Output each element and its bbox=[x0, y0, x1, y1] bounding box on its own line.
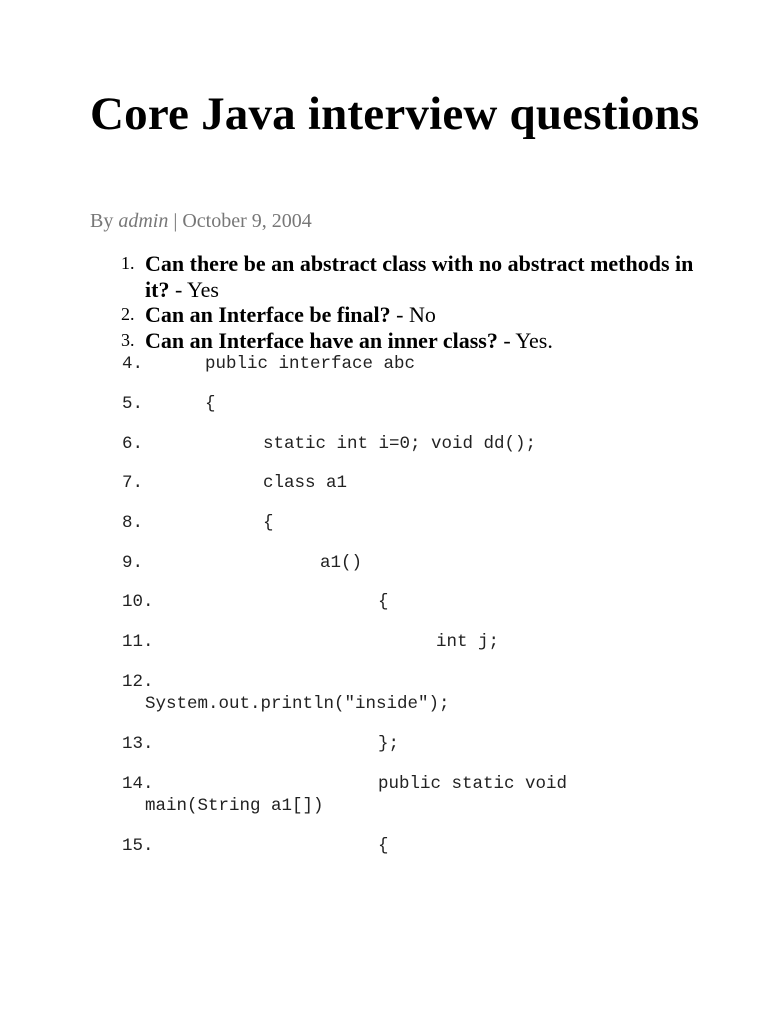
item-number: 2. bbox=[121, 304, 135, 324]
line-number: 8. bbox=[122, 513, 144, 533]
code-text: System.out.println("inside"); bbox=[145, 694, 450, 714]
line-number: 10. bbox=[122, 592, 154, 612]
author-link[interactable]: admin bbox=[118, 210, 169, 232]
line-number: 6. bbox=[122, 434, 144, 454]
code-text: class a1 bbox=[263, 473, 348, 493]
line-number: 7. bbox=[122, 473, 144, 493]
list-item bbox=[0, 328, 700, 354]
answer-text: - Yes. bbox=[503, 327, 553, 353]
code-continuation: main(String a1[]) bbox=[145, 796, 324, 816]
answer-text: - Yes bbox=[174, 276, 219, 302]
byline bbox=[90, 208, 312, 234]
code-text: { bbox=[378, 836, 389, 856]
byline-prefix: By bbox=[90, 210, 114, 232]
code-text: public interface abc bbox=[205, 354, 416, 374]
line-number: 5. bbox=[122, 394, 144, 414]
code-text: { bbox=[263, 513, 274, 533]
item-number: 1. bbox=[121, 253, 135, 273]
post-date: October 9, 2004 bbox=[182, 210, 312, 232]
code-text: int j; bbox=[436, 632, 500, 652]
article-title: Core Java interview questions bbox=[90, 88, 700, 140]
list-item bbox=[0, 302, 700, 328]
list-item bbox=[0, 251, 700, 302]
byline-separator: | bbox=[173, 210, 178, 232]
code-text: { bbox=[205, 394, 216, 414]
code-text: static int i=0; void dd(); bbox=[263, 434, 537, 454]
line-number: 13. bbox=[122, 734, 154, 754]
question-list bbox=[0, 251, 700, 353]
line-number: 12. bbox=[122, 672, 154, 692]
item-number: 3. bbox=[121, 329, 135, 350]
line-number: 14. bbox=[122, 774, 154, 794]
line-number: 11. bbox=[122, 632, 154, 652]
line-number: 9. bbox=[122, 553, 144, 573]
code-text: }; bbox=[378, 734, 400, 754]
code-text: public static void bbox=[378, 774, 568, 794]
line-number: 15. bbox=[122, 836, 154, 856]
code-line bbox=[0, 835, 760, 923]
code-text: { bbox=[378, 592, 389, 612]
answer-text: - No bbox=[396, 302, 436, 327]
question-text: Can there be an abstract class with no abstract methods in it? bbox=[145, 251, 694, 302]
line-number: 4. bbox=[122, 354, 144, 374]
question-text: Can an Interface have an inner class? bbox=[145, 327, 498, 353]
question-text: Can an Interface be final? bbox=[145, 302, 391, 327]
code-text: a1() bbox=[320, 553, 363, 573]
